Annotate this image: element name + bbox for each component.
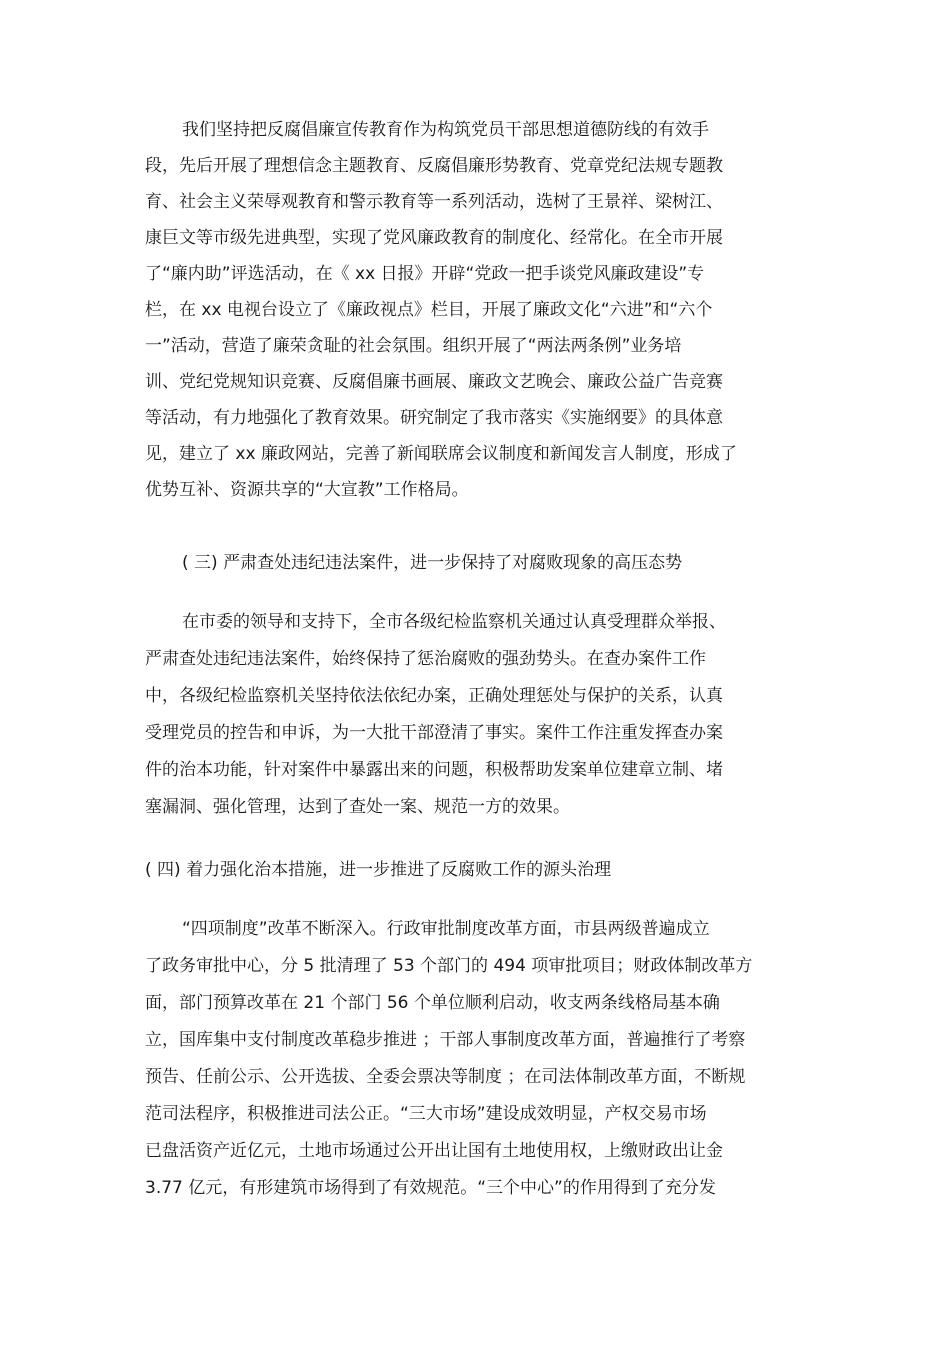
paragraph-line: 我们坚持把反腐倡廉宣传教育作为构筑党员干部思想道德防线的有效手 (182, 120, 709, 140)
paragraph-line: 面，部门预算改革在 21 个部门 56 个单位顺利启动，收支两条线格局基本确 (145, 993, 720, 1013)
paragraph-line: 预告、任前公示、公开选拔、全委会票决等制度 ；在司法体制改革方面，不断规 (145, 1067, 746, 1087)
paragraph-line: 见，建立了 xx 廉政网站，完善了新闻联席会议制度和新闻发言人制度，形成了 (145, 444, 737, 464)
paragraph-line: 中，各级纪检监察机关坚持依法依纪办案，正确处理惩处与保护的关系，认真 (145, 686, 723, 706)
section-heading: ( 三) 严肃查处违纪违法案件，进一步保持了对腐败现象的高压态势 (182, 553, 683, 573)
paragraph-line: 范司法程序，积极推进司法公正。“三大市场”建设成效明显，产权交易市场 (145, 1104, 707, 1124)
paragraph-line: 康巨文等市级先进典型，实现了党风廉政教育的制度化、经常化。在全市开展 (145, 228, 723, 248)
paragraph-line: 一”活动，营造了廉荣贪耻的社会氛围。组织开展了“两法两条例”业务培 (145, 336, 682, 356)
paragraph-line: 了政务审批中心，分 5 批清理了 53 个部门的 494 项审批项目；财政体制改革方 (145, 956, 753, 976)
paragraph-line: “四项制度”改革不断深入。行政审批制度改革方面，市县两级普遍成立 (182, 919, 710, 939)
paragraph-line: 在市委的领导和支持下，全市各级纪检监察机关通过认真受理群众举报、 (182, 612, 726, 632)
paragraph-line: 段，先后开展了理想信念主题教育、反腐倡廉形势教育、党章党纪法规专题教 (145, 156, 723, 176)
paragraph-line: 件的治本功能，针对案件中暴露出来的问题，积极帮助发案单位建章立制、堵 (145, 760, 723, 780)
paragraph-line: 3.77 亿元，有形建筑市场得到了有效规范。“三个中心”的作用得到了充分发 (145, 1178, 716, 1198)
paragraph-line: 优势互补、资源共享的“大宣教”工作格局。 (145, 480, 469, 500)
paragraph-line: 等活动，有力地强化了教育效果。研究制定了我市落实《实施纲要》的具体意 (145, 408, 723, 428)
paragraph-line: 受理党员的控告和申诉，为一大批干部澄清了事实。案件工作注重发挥查办案 (145, 723, 723, 743)
paragraph-line: 了“廉内助”评选活动，在《 xx 日报》开辟“党政一把手谈党风廉政建设”专 (145, 264, 705, 284)
paragraph-line: 严肃查处违纪违法案件，始终保持了惩治腐败的强劲势头。在查办案件工作 (145, 649, 706, 669)
paragraph-line: 立，国库集中支付制度改革稳步推进 ；干部人事制度改革方面，普遍推行了考察 (145, 1030, 746, 1050)
paragraph-line: 已盘活资产近亿元，土地市场通过公开出让国有土地使用权，上缴财政出让金 (145, 1141, 723, 1161)
paragraph-line: 塞漏洞、强化管理，达到了查处一案、规范一方的效果。 (145, 797, 570, 817)
paragraph-line: 训、党纪党规知识竞赛、反腐倡廉书画展、廉政文艺晚会、廉政公益广告竞赛 (145, 372, 723, 392)
paragraph-line: 栏，在 xx 电视台设立了《廉政视点》栏目，开展了廉政文化“六进”和“六个 (145, 300, 713, 320)
paragraph-line: 育、社会主义荣辱观教育和警示教育等一系列活动，选树了王景祥、梁树江、 (145, 192, 723, 212)
section-heading: ( 四) 着力强化治本措施，进一步推进了反腐败工作的源头治理 (145, 860, 612, 880)
